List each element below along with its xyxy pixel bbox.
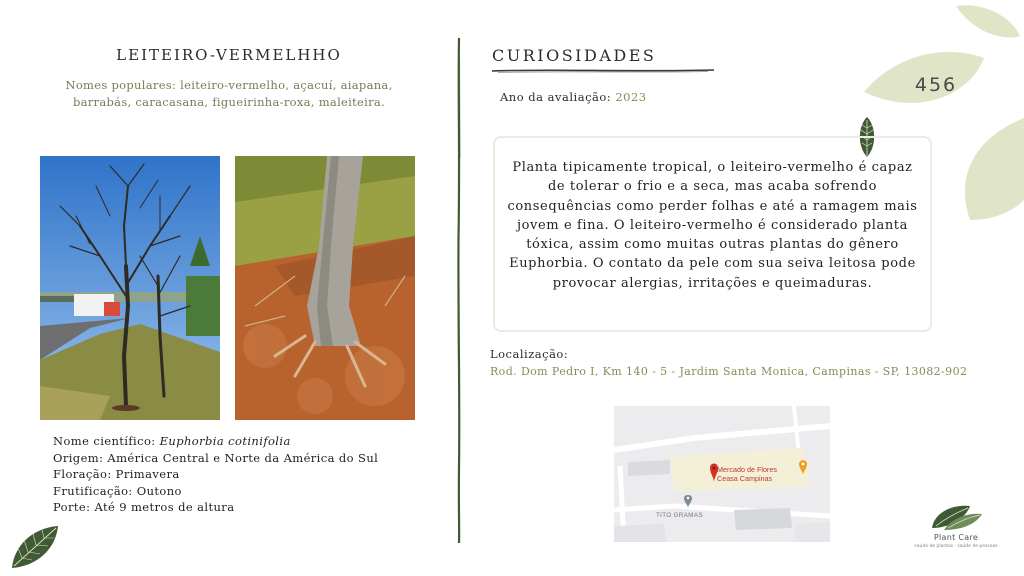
map-nearby-label: TITO GRAMAS	[656, 512, 703, 519]
brand-tagline: saúde de plantas · saúde de pessoas	[914, 544, 998, 549]
tree-photo	[40, 156, 220, 420]
trunk-photo	[235, 156, 415, 420]
location-map[interactable]	[614, 406, 830, 542]
flowering: Floração: Primavera	[53, 467, 180, 481]
curiosities-title: CURIOSIDADES	[492, 46, 657, 65]
location-address: Rod. Dom Pedro I, Km 140 - 5 - Jardim Santa Monica, Campinas - SP, 13082-902	[490, 365, 968, 378]
fruiting: Frutificação: Outono	[53, 483, 182, 498]
curiosity-text: Planta tipicamente tropical, o leiteiro-vermelho é capaz de tolerar o frio e a seca, mas acaba sofrendo consequências como perder folhas e até a ramagem mais jovem e fina. O leiteiro-vermelho é considerado planta tóxica, assim como muitas outras plantas do gênero Euphorbia. O contato da pele com sua seiva leitosa pode provocar alergias, irritações e queimaduras.	[507, 160, 918, 291]
map-market-line2: Ceasa Campinas	[717, 473, 773, 483]
scientific-name-row	[53, 433, 413, 450]
brand-logo-icon	[928, 502, 984, 532]
evaluation-year	[500, 90, 647, 104]
evaluation-year-value: 2023	[615, 90, 647, 104]
brand-name: Plant Care	[933, 533, 979, 542]
size: Porte: Até 9 metros de altura	[53, 500, 235, 514]
location-label: Localização:	[490, 347, 569, 361]
origin: Origem: América Central e Norte da América do Sul	[53, 450, 379, 465]
scientific-name: Euphorbia cotinifolia	[159, 434, 291, 448]
map-market-label	[717, 466, 777, 483]
title-underline	[490, 66, 716, 76]
badge-number: 456	[914, 74, 958, 96]
vertical-divider	[455, 38, 463, 543]
curiosity-card	[493, 136, 932, 332]
map-market-line1: Mercado de Flores	[717, 465, 777, 474]
evaluation-year-label: Ano da avaliação:	[500, 90, 616, 104]
corner-leaf-icon	[8, 522, 62, 572]
plant-title: LEITEIRO-VERMELHHO	[116, 46, 342, 64]
scientific-name-label: Nome científico:	[53, 434, 160, 448]
popular-names: Nomes populares: leiteiro-vermelho, açacuí, aiapana, barrabás, caracasana, figueirinha-roxa, maleiteira.	[65, 78, 393, 109]
plant-facts	[53, 433, 413, 516]
